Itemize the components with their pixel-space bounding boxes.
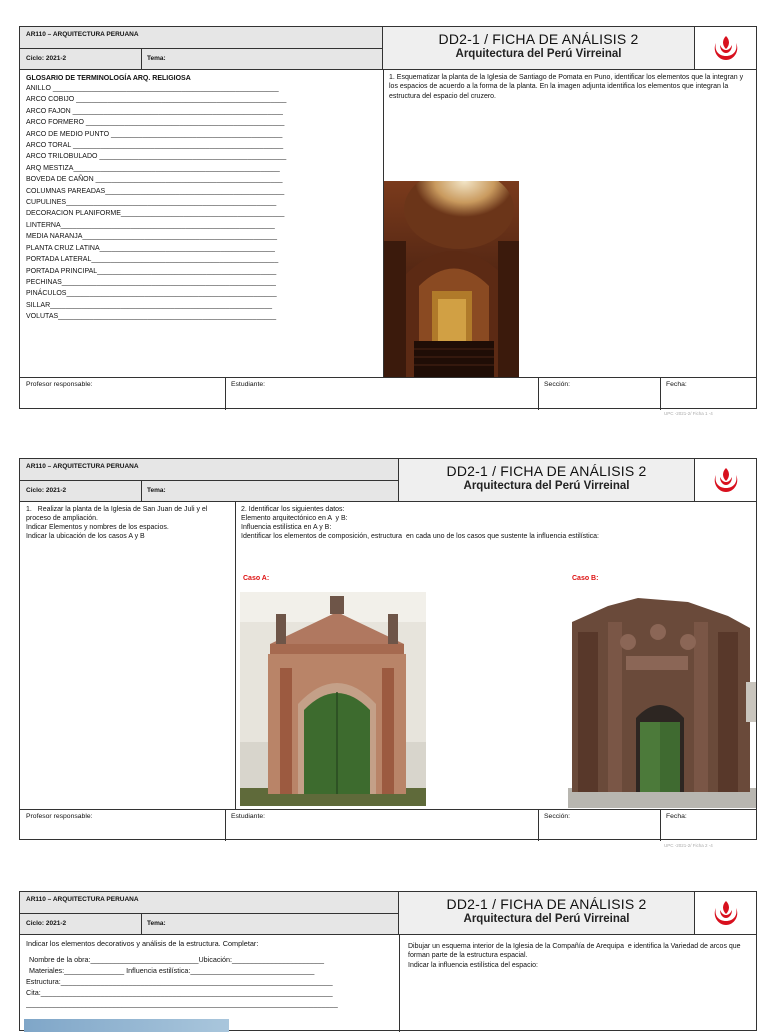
seccion-label: Sección: xyxy=(544,813,571,820)
glossary-item: ARCO TORAL ______________________________________________________ xyxy=(26,142,284,150)
glossary-item: COLUMNAS PAREADAS______________________________________________ xyxy=(26,187,285,195)
fecha-label: Fecha: xyxy=(666,381,687,388)
glossary-item: ARCO COBIJO ______________________________________________________ xyxy=(26,96,287,104)
upc-logo-icon xyxy=(694,27,756,69)
tema-label: Tema: xyxy=(147,920,166,927)
ciclo-label: Ciclo: 2021-2 xyxy=(26,487,67,494)
glossary-item: SILLAR_________________________________________________________ xyxy=(26,301,273,309)
right-instruction: 2. Identificar los siguientes datos: Elemento arquitectónico en A y B: Influencia estilística en A y B: Identificar los elementos de composición, estructura en cada uno de los casos que sustente la influencia estilística: xyxy=(241,506,599,540)
page-number-2: UPC -2021-2/ Ficha 2 -4 xyxy=(664,843,713,848)
seccion-label: Sección: xyxy=(544,381,571,388)
estructura-line: Estructura:____________________________________________________________________ xyxy=(26,977,333,986)
profesor-label: Profesor responsable: xyxy=(26,813,93,820)
glossary-item: MEDIA NARANJA__________________________________________________ xyxy=(26,233,278,241)
header-meta xyxy=(20,49,382,69)
portada-caso-b-photo xyxy=(568,592,756,808)
page-number-1: UPC -2021-2/ Ficha 1 -4 xyxy=(664,411,713,416)
header-title-box xyxy=(399,459,694,501)
sheet-title: DD2-1 / FICHA DE ANÁLISIS 2 xyxy=(446,463,647,479)
church-interior-photo xyxy=(384,181,519,377)
glossary-item: LINTERNA_______________________________________________________ xyxy=(26,221,275,229)
glossary-item: PINÁCULOS______________________________________________________ xyxy=(26,290,277,298)
profesor-label: Profesor responsable: xyxy=(26,381,93,388)
caso-a-label: Caso A: xyxy=(243,575,270,582)
course-label: AR110 – ARQUITECTURA PERUANA xyxy=(20,892,398,914)
glossary-item: ANILLO __________________________________________________________ xyxy=(26,85,279,92)
tema-label: Tema: xyxy=(147,55,166,62)
glossary-item: PORTADA LATERAL________________________________________________ xyxy=(26,256,279,264)
materiales-line: Materiales:_______________ Influencia estilística:_______________________________ xyxy=(29,966,315,975)
course-label: AR110 – ARQUITECTURA PERUANA xyxy=(20,27,382,49)
glossary-section xyxy=(26,74,381,323)
glossary-list xyxy=(26,83,381,323)
instruction-text: 1. Esquematizar la planta de la Iglesia de Santiago de Pomata en Puno, identificar los elementos que la integran y los espacios de acuerdo a la forma de la planta. En la imagen adjunta identifica los elementos que integran la estructura del espacio del cruzero. xyxy=(389,74,744,100)
glossary-item: VOLUTAS________________________________________________________ xyxy=(26,313,277,321)
header-meta xyxy=(20,481,398,501)
ficha-sheet-2 xyxy=(19,458,757,840)
right-instruction: Dibujar un esquema interior de la Iglesia de la Compañía de Arequipa e identifica la Variedad de arcos que forman parte de la estructura espacial. Indicar la influencia estilística del espacio: xyxy=(408,943,741,969)
header-left xyxy=(20,892,399,934)
glossary-item: ARCO TRILOBULADO ________________________________________________ xyxy=(26,153,287,161)
header-title-box xyxy=(383,27,694,69)
compania-photo xyxy=(24,1019,229,1032)
estudiante-label: Estudiante: xyxy=(231,381,266,388)
ficha-sheet-3 xyxy=(19,891,757,1031)
tema-label: Tema: xyxy=(147,487,166,494)
glossary-item: PECHINAS_______________________________________________________ xyxy=(26,278,276,286)
nombre-obra-line: Nombre de la obra:___________________________Ubicación:_______________________ xyxy=(29,955,324,964)
glossary-title: GLOSARIO DE TERMINOLOGÍA ARQ. RELIGIOSA xyxy=(26,75,191,82)
sheet-title: DD2-1 / FICHA DE ANÁLISIS 2 xyxy=(446,896,647,912)
glossary-item: BOVEDA DE CAÑON ________________________________________________ xyxy=(26,176,283,184)
upc-logo-icon xyxy=(694,892,756,934)
cita-line: Cita:_________________________________________________________________________ xyxy=(26,988,333,997)
glossary-item: PLANTA CRUZ LATINA_____________________________________________ xyxy=(26,244,275,252)
glossary-item: DECORACION PLANIFORME__________________________________________ xyxy=(26,210,285,218)
glossary-item: PORTADA PRINCIPAL______________________________________________ xyxy=(26,267,277,275)
glossary-item: ARQ MESTIZA_____________________________________________________ xyxy=(26,164,280,172)
structure-instruction: Indicar los elementos decorativos y análisis de la estructura. Completar: xyxy=(26,939,259,948)
ciclo-label: Ciclo: 2021-2 xyxy=(26,920,67,927)
glossary-item: ARCO FAJON ______________________________________________________ xyxy=(26,107,283,115)
upc-logo-icon xyxy=(694,459,756,501)
sheet-subtitle: Arquitectura del Perú Virreinal xyxy=(463,913,630,925)
ciclo-label: Ciclo: 2021-2 xyxy=(26,55,67,62)
glossary-item: ARCO FORMERO ___________________________________________________ xyxy=(26,119,285,127)
portada-caso-a-photo xyxy=(240,592,426,806)
course-label: AR110 – ARQUITECTURA PERUANA xyxy=(20,459,398,481)
caso-b-label: Caso B: xyxy=(572,575,599,582)
glossary-item: ARCO DE MEDIO PUNTO ____________________________________________ xyxy=(26,130,283,138)
blank-line: ______________________________________________________________________________ xyxy=(26,999,338,1008)
sheet-title: DD2-1 / FICHA DE ANÁLISIS 2 xyxy=(438,31,639,47)
ficha-sheet-1 xyxy=(19,26,757,409)
header-left xyxy=(20,459,399,501)
header-meta xyxy=(20,914,398,934)
header-left xyxy=(20,27,383,69)
fecha-label: Fecha: xyxy=(666,813,687,820)
sheet-subtitle: Arquitectura del Perú Virreinal xyxy=(455,48,622,60)
glossary-item: CUPULINES______________________________________________________ xyxy=(26,199,277,207)
header-title-box xyxy=(399,892,694,934)
left-instruction: 1. Realizar la planta de la Iglesia de San Juan de Juli y el proceso de ampliación. Indicar Elementos y nombres de los espacios. Indicar la ubicación de los casos A y B xyxy=(26,506,208,540)
sheet-subtitle: Arquitectura del Perú Virreinal xyxy=(463,480,630,492)
estudiante-label: Estudiante: xyxy=(231,813,266,820)
